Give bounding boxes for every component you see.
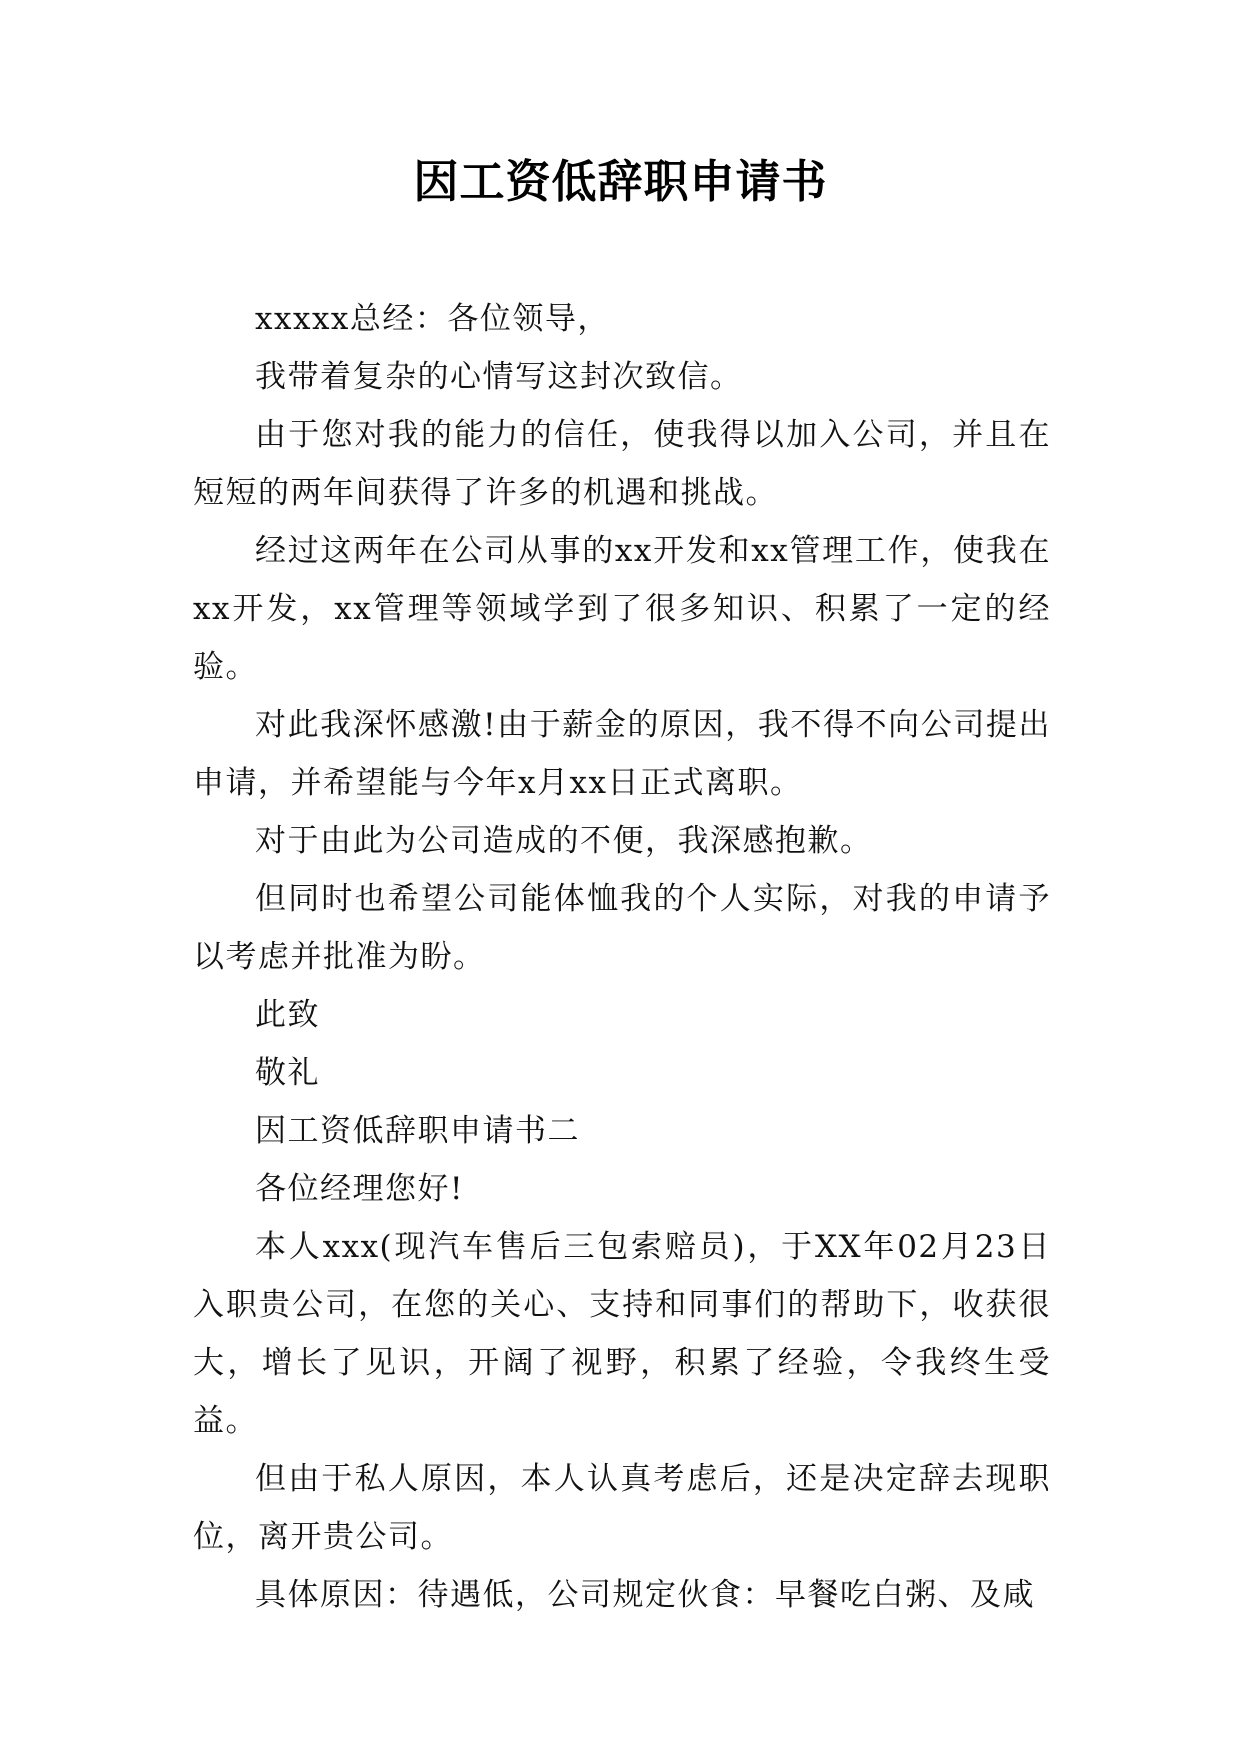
closing-line: 此致 <box>255 997 320 1033</box>
document-title: 因工资低辞职申请书 <box>413 155 828 208</box>
paragraph: 对于由此为公司造成的不便，我深感抱歉。 <box>255 823 873 859</box>
section-heading: 因工资低辞职申请书二 <box>255 1113 580 1149</box>
paragraph: 具体原因：待遇低，公司规定伙食：早餐吃白粥、及咸 <box>255 1577 1035 1613</box>
paragraph: 经过这两年在公司从事的xx开发和xx管理工作，使我在xx开发，xx管理等领域学到了很多知识、积累了一定的经验。 <box>193 533 1051 685</box>
paragraph: 对此我深怀感激!由于薪金的原因，我不得不向公司提出申请，并希望能与今年x月xx日正式离职。 <box>193 707 1051 801</box>
paragraph: 我带着复杂的心情写这封次致信。 <box>255 359 743 395</box>
salutation: 各位经理您好! <box>255 1171 464 1207</box>
paragraph: 由于您对我的能力的信任，使我得以加入公司，并且在短短的两年间获得了许多的机遇和挑战。 <box>193 417 1051 511</box>
paragraph: 但由于私人原因，本人认真考虑后，还是决定辞去现职位，离开贵公司。 <box>193 1461 1051 1555</box>
closing-line: 敬礼 <box>255 1055 320 1091</box>
salutation: xxxxx总经：各位领导， <box>255 301 610 337</box>
document-body <box>193 290 1051 1624</box>
paragraph: 本人xxx(现汽车售后三包索赔员)，于XX年02月23日入职贵公司，在您的关心、支持和同事们的帮助下，收获很大，增长了见识，开阔了视野，积累了经验，令我终生受益。 <box>193 1229 1051 1439</box>
paragraph: 但同时也希望公司能体恤我的个人实际，对我的申请予以考虑并批准为盼。 <box>193 881 1051 975</box>
